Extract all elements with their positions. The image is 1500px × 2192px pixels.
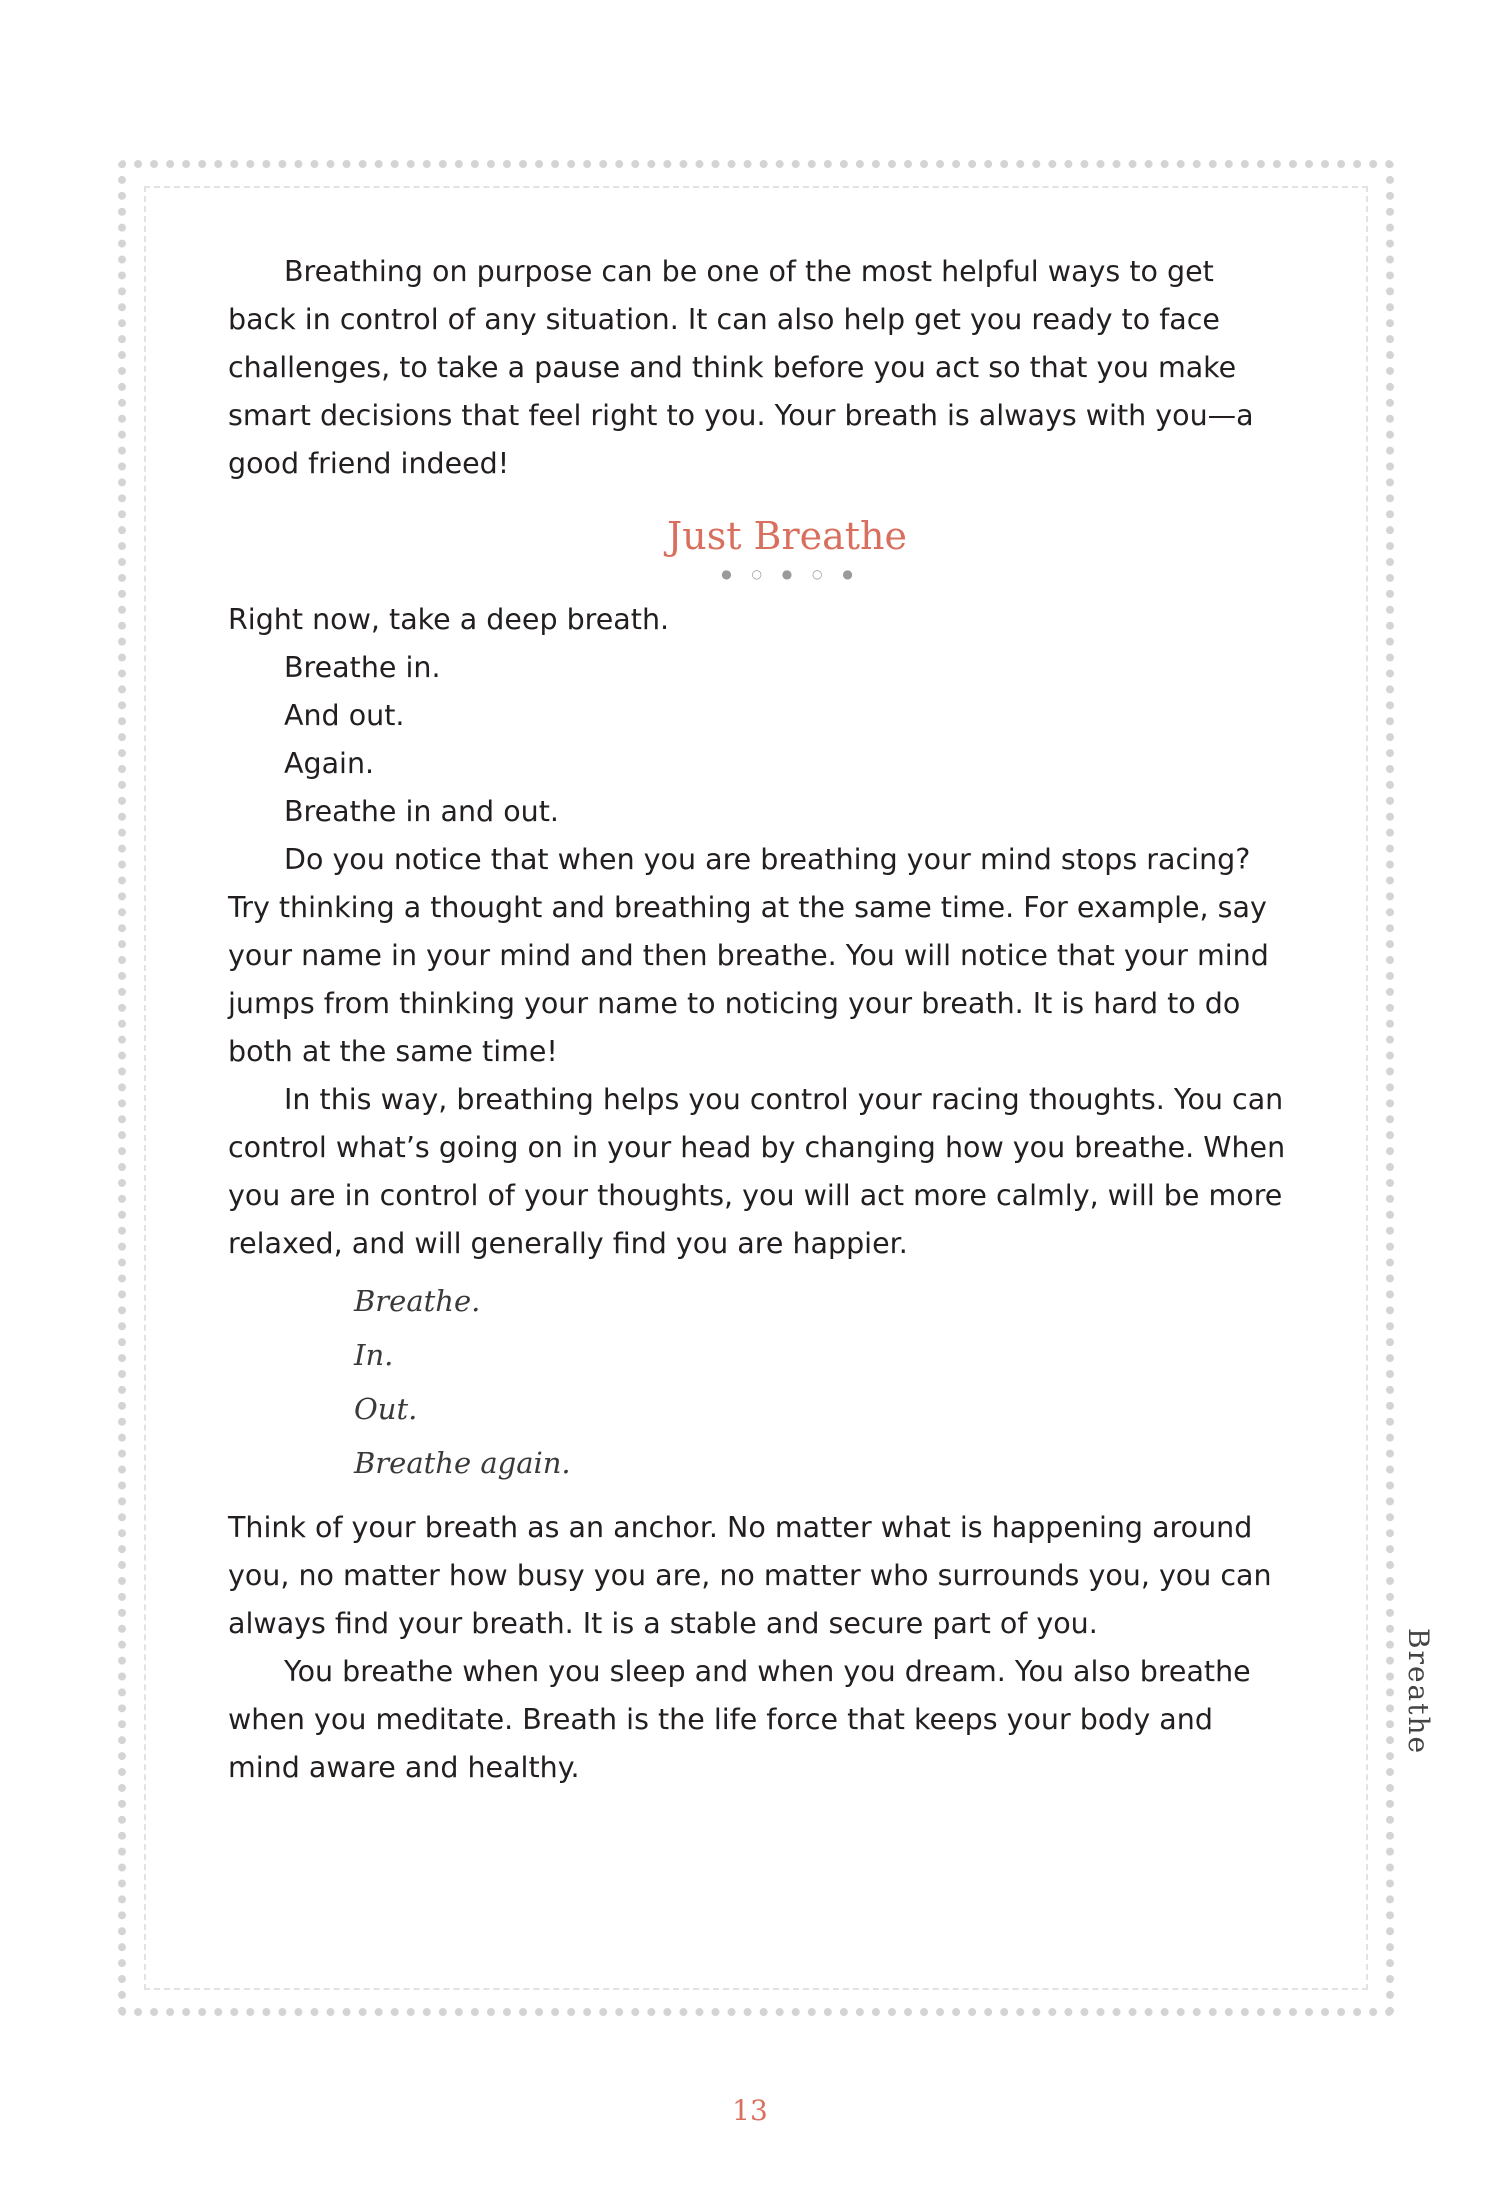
page-body	[228, 248, 1290, 1792]
step-line: Again.	[284, 747, 375, 780]
lead-line: Right now, take a deep breath.	[228, 603, 670, 636]
closing-paragraph: You breathe when you sleep and when you dream. You also breathe when you meditate. Breath is the life force that keeps your body and mind aware and healthy.	[228, 1655, 1251, 1784]
step-line: Breathe in and out.	[284, 795, 559, 828]
poem-line: Out.	[354, 1392, 418, 1426]
intro-paragraph: Breathing on purpose can be one of the most helpful ways to get back in control of any situation. It can also help get you ready to face challenges, to take a pause and think before you act so that you make smart decisions that feel right to you. Your breath is always with you—a good friend indeed!	[228, 255, 1254, 480]
section-heading: Just Breathe	[666, 514, 908, 558]
step-line: Breathe in.	[284, 651, 441, 684]
poem-line: Breathe.	[354, 1284, 481, 1318]
chapter-side-tab: Breathe	[1402, 1628, 1435, 1756]
body-paragraph: Do you notice that when you are breathing your mind stops racing? Try thinking a thought and breathing at the same time. For example, say your name in your mind and then breathe. You will notice that your mind jumps from thinking your name to noticing your breath. It is hard to do both at the same time!	[228, 843, 1269, 1068]
poem-line: In.	[354, 1338, 394, 1372]
step-line: And out.	[284, 699, 405, 732]
heading-ornament: ● ○ ● ○ ●	[721, 567, 861, 581]
body-paragraph: In this way, breathing helps you control your racing thoughts. You can control what’s going on in your head by changing how you breathe. When you are in control of your thoughts, you will act more calmly, will be more relaxed, and will generally find you are happier.	[228, 1083, 1286, 1260]
page-number: 13	[732, 2094, 768, 2127]
closing-paragraph: Think of your breath as an anchor. No matter what is happening around you, no matter how busy you are, no matter who surrounds you, you can always find your breath. It is a stable and secure part of you.	[228, 1511, 1272, 1640]
poem-line: Breathe again.	[354, 1446, 571, 1480]
poem-block	[228, 1274, 1290, 1490]
